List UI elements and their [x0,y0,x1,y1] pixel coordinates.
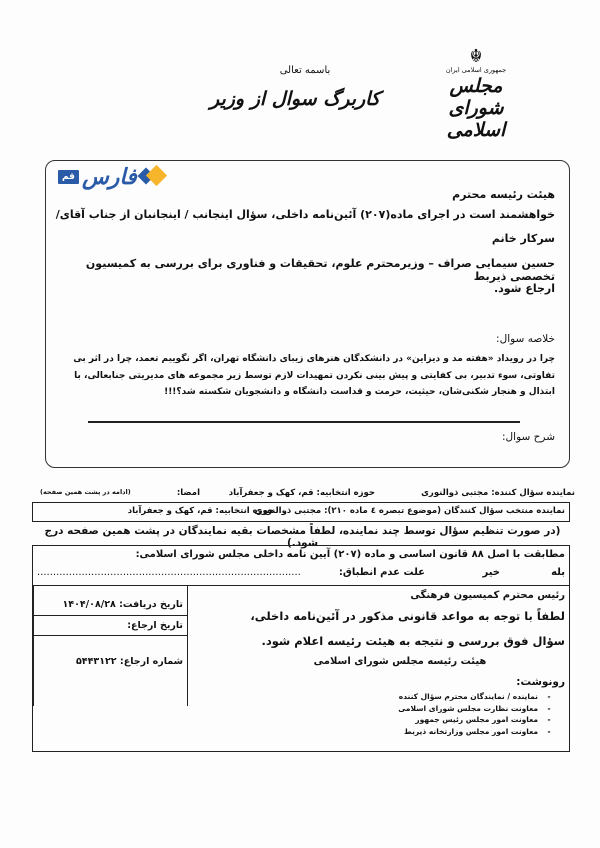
divider-line [88,421,520,423]
elected-representative: نماینده منتخب سؤال کنندگان (موضوع تبصره ٤ ماده ۲۱۰): مجتبی ذوالنوری [253,506,565,516]
iran-emblem-icon: ☬ [469,46,483,67]
cc-item: -معاونت امور مجلس رئیس جمهور [398,714,560,726]
parliament-emblem [438,46,514,141]
addressee: هیئت رئیسه محترم [452,188,555,201]
request-line-minister: حسین سیمایی صراف – وزیرمحترم علوم، تحقیقات و فناوری برای بررسی به کمیسیون تخصصی ذیربط [85,257,555,283]
fars-city-badge: قم [58,170,79,184]
continued-note: (ادامه در پشت همین صفحه) [40,488,131,496]
option-no[interactable]: خیر [482,567,500,578]
cc-list [398,691,560,737]
cc-bullet: - [547,715,551,724]
request-line-4: ارجاع شود. [493,282,555,295]
fars-brand-text: فارس [81,164,137,190]
request-line-1: خواهشمند است در اجرای ماده(۲۰۷) آئین‌نامه داخلی، سؤال اینجانب / اینجانبان از جناب آقای/ [55,208,555,221]
fars-watermark-logo [58,165,168,189]
referral-instruction-line-1: لطفاً با توجه به مواعد قانونی مذکور در آئین‌نامه داخلی، [250,609,565,623]
conformity-box [32,545,570,586]
request-line-2: سرکار خانم [491,232,555,245]
explanation-label: شرح سوال: [501,431,555,443]
presidium-signatory: هیئت رئیسه مجلس شورای اسلامی [313,656,487,667]
cc-bullet: - [547,703,551,713]
dates-column [33,586,188,706]
committee-chair-title: رئیس محترم کمیسیون فرهنگی [410,590,565,601]
emblem-parliament-text: مجلس شورای اسلامی [446,75,506,141]
nonconformity-reason-label: علت عدم انطباق: [338,567,425,578]
cc-bullet: - [547,726,551,736]
bismillah: باسمه تعالی [279,65,331,76]
referral-instruction-line-2: سؤال فوق بررسی و نتیجه به هیئت رئیسه اعلام شود. [261,634,565,648]
conformity-title: مطابقت با اصل ۸۸ قانون اساسی و ماده (۲۰۷) آیین نامه داخلی مجلس شورای اسلامی: [135,549,565,560]
conformity-options [37,567,565,583]
cc-item: -نماینده / نمایندگان محترم سؤال کننده [398,691,560,703]
elected-constituency: حوزه انتخابیه: قم، کهک و جعفرآباد [127,506,274,516]
questioner-name: نماینده سؤال کننده: مجتبی ذوالنوری [421,488,575,498]
nonconformity-reason-field[interactable]: ................................................................................... [37,567,301,578]
signature-label: امضا: [176,488,200,498]
fars-diamond-icon [140,167,168,187]
form-title: کاربرگ سوال از وزیر [209,88,381,110]
option-yes[interactable]: بله [551,567,565,578]
cc-label: رونوشت: [516,676,565,688]
received-date: تاریخ دریافت: ۱۴۰۴/۰۸/۲۸ [34,586,187,616]
cc-item: -معاونت نظارت مجلس شورای اسلامی [398,703,560,715]
elected-representative-box [32,502,570,522]
summary-label: خلاصه سوال: [496,333,555,345]
cc-bullet: - [547,692,551,701]
referral-number: شماره ارجاع: ۵۴۴۳۱۲۲ [76,656,183,667]
emblem-country-text: جمهوری اسلامی ایران [445,66,507,74]
cc-item: -معاونت امور مجلس وزارتخانه ذیربط [398,726,560,738]
multi-representative-note: (در صورت تنظیم سؤال توسط چند نماینده، لطفاً مشخصات بقیه نمایندگان در پشت همین صفحه درج شود.) [44,525,561,549]
referral-date: تاریخ ارجاع: [34,616,187,636]
summary-text: چرا در رویداد «هفته مد و دیزاین» در دانشکدگان هنرهای زیبای دانشگاه تهران، اگر نگوییم تعمد، چرا در اثر بی تفاوتی، سوء تدبیر، بی کفایتی و پیش بینی نکردن تمهیدات لازم توسط زیر مجموعه های مدیریتی جنابعالی، با ابتذال و هنجار شکنی‌شان، حیثیت، حرمت و قداست دانشگاه و دانشجویان شکسته شد؟!!! [73,354,555,397]
constituency: حوزه انتخابیه: قم، کهک و جعفرآباد [228,488,375,498]
referral-instruction [225,604,565,654]
